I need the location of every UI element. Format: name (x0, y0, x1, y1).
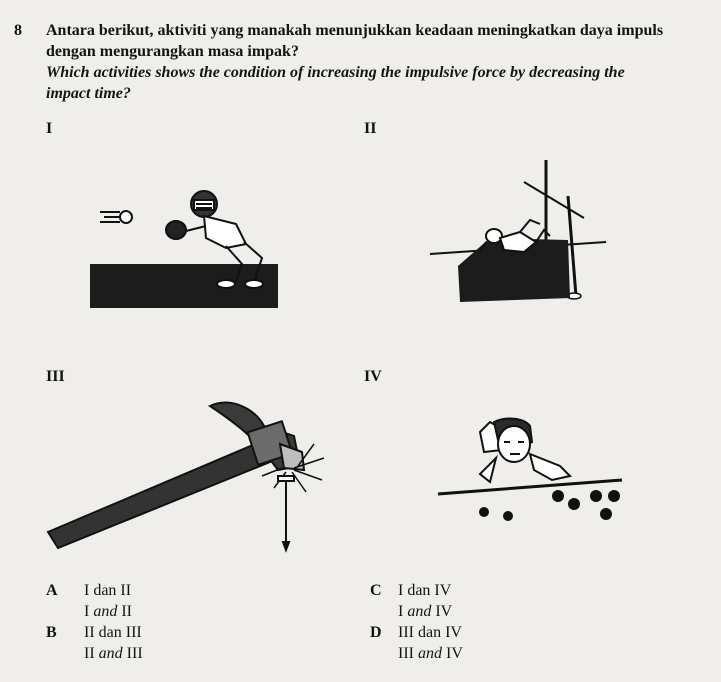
snooker-player-icon (420, 414, 634, 524)
option-b-english[interactable]: II and III (84, 645, 143, 662)
option-c-malay[interactable]: I dan IV (398, 582, 452, 599)
panel-label-iv: IV (364, 368, 382, 385)
snooker-balls (479, 490, 620, 521)
option-d-letter: D (370, 624, 382, 641)
option-b-letter: B (46, 624, 57, 641)
option-d-english[interactable]: III and IV (398, 645, 463, 662)
incoming-ball (100, 211, 132, 223)
option-c-letter: C (370, 582, 382, 599)
snooker-player-figure (480, 419, 570, 482)
panel-label-i: I (46, 120, 53, 137)
hammer-handle (48, 442, 270, 548)
high-jump-landing-icon (420, 156, 616, 308)
question-number: 8 (14, 22, 22, 39)
panel-label-iii: III (46, 368, 65, 385)
nail (278, 476, 294, 550)
option-a-letter: A (46, 582, 58, 599)
question-english-line-2: impact time? (46, 85, 131, 102)
hammer-nail-icon (42, 396, 332, 554)
option-b-malay[interactable]: II dan III (84, 624, 142, 641)
question-malay-line-2: dengan mengurangkan masa impak? (46, 43, 299, 60)
baseball-catcher-icon (86, 186, 282, 310)
question-malay-line-1: Antara berikut, aktiviti yang manakah menunjukkan keadaan meningkatkan daya impuls (46, 22, 664, 39)
question-english-line-1: Which activities shows the condition of increasing the impulsive force by decreasing the (46, 64, 625, 81)
option-d-malay[interactable]: III dan IV (398, 624, 462, 641)
option-a-malay[interactable]: I dan II (84, 582, 132, 599)
option-c-english[interactable]: I and IV (398, 603, 453, 620)
panel-label-ii: II (364, 120, 377, 137)
option-a-english[interactable]: I and II (84, 603, 132, 620)
